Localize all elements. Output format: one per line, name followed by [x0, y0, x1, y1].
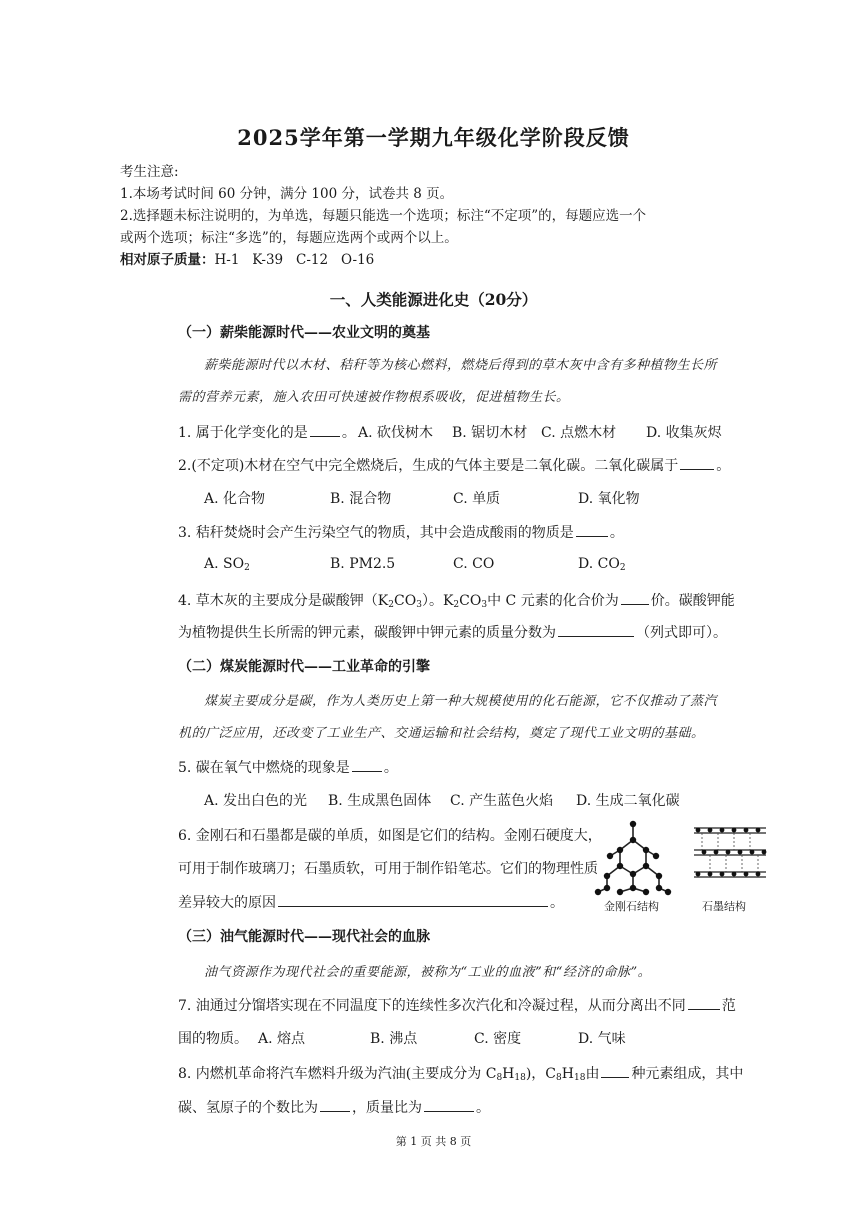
page-footer: 第 1 页 共 8 页	[395, 1135, 472, 1148]
q7-option-c[interactable]: C. 密度	[474, 1031, 522, 1047]
q1-answer-blank[interactable]	[310, 423, 340, 437]
part-2-intro-2: 机的广泛应用，还改变了工业生产、交通运输和社会结构，奠定了现代工业文明的基础。	[178, 726, 705, 741]
q6-line-1: 6. 金刚石和石墨都是碳的单质，如图是它们的结构。金刚石硬度大，	[178, 828, 602, 844]
graphite-caption: 石墨结构	[702, 900, 746, 913]
q6-line-2: 可用于制作玻璃刀；石墨质软，可用于制作铅笔芯。它们的物理性质	[178, 861, 598, 877]
notes-line-2b: 或两个选项；标注“多选”的，每题应选两个或两个以上。	[120, 230, 458, 246]
q3-option-a[interactable]: A. $SO_2$	[204, 556, 250, 573]
section-1-title: 一、人类能源进化史（20分）	[329, 290, 538, 309]
question-7-line-1: 7. 油通过分馏塔实现在不同温度下的连续性多次汽化和冷凝过程，从而分离出不同 范	[178, 998, 736, 1014]
q5-option-b[interactable]: B. 生成黑色固体	[328, 793, 432, 809]
q4-valence-blank[interactable]	[621, 591, 649, 605]
question-1	[178, 422, 356, 442]
q2-answer-blank[interactable]	[680, 456, 714, 470]
question-8-line-1: 8. 内燃机革命将汽车燃料升级为汽油(主要成分为 $C_8H_{18}$)，$C_8H_{18}$由 种元素组成，其中	[178, 1066, 744, 1083]
q3-end: 。	[609, 525, 624, 541]
question-2	[178, 455, 730, 475]
question-5	[178, 757, 398, 777]
atomic-mass-line	[120, 248, 374, 268]
q5-option-a[interactable]: A. 发出白色的光	[204, 793, 308, 809]
diamond-structure-figure	[592, 818, 674, 896]
q8-mass-ratio-blank[interactable]	[424, 1098, 474, 1112]
q7-option-d[interactable]: D. 气味	[578, 1031, 626, 1047]
part-3-intro-1: 油气资源作为现代社会的重要能源，被称为“工业的血液”和“经济的命脉”。	[204, 965, 652, 980]
part-1-intro-1: 薪柴能源时代以木材、秸秆等为核心燃料，燃烧后得到的草木灰中含有多种植物生长所	[204, 358, 718, 373]
atomic-mass-values: H-1 K-39 C-12 O-16	[214, 252, 375, 268]
q3-answer-blank[interactable]	[576, 523, 608, 537]
question-3	[178, 522, 624, 542]
q3-stem: 3. 秸秆焚烧时会产生污染空气的物质，其中会造成酸雨的物质是	[178, 525, 574, 541]
q3-option-d[interactable]: D. $CO_2$	[578, 556, 626, 573]
q7-answer-blank[interactable]	[688, 996, 720, 1010]
q3-option-b[interactable]: B. PM2.5	[330, 556, 396, 572]
q1-option-d[interactable]: D. 收集灰烬	[646, 425, 722, 441]
q7-option-b[interactable]: B. 沸点	[370, 1031, 418, 1047]
part-1-title: （一）薪柴能源时代——农业文明的奠基	[178, 325, 430, 341]
q8-element-count-blank[interactable]	[601, 1064, 629, 1078]
part-1-intro-2: 需的营养元素，施入农田可快速被作物根系吸收，促进植物生长。	[178, 390, 570, 405]
q2-option-c[interactable]: C. 单质	[453, 491, 501, 507]
q2-option-b[interactable]: B. 混合物	[330, 491, 392, 507]
q1-end: 。	[341, 425, 356, 441]
q1-option-a[interactable]: A. 砍伐树木	[358, 425, 434, 441]
q3-option-c[interactable]: C. CO	[453, 556, 495, 572]
notes-line-1: 1.本场考试时间 60 分钟，满分 100 分，试卷共 8 页。	[120, 186, 454, 202]
notes-header: 考生注意:	[120, 164, 179, 180]
q7-option-a[interactable]: A. 熔点	[258, 1031, 306, 1047]
question-8-line-2: 碳、氢原子的个数比为 ，质量比为 。	[178, 1100, 490, 1116]
question-4-line-2: 为植物提供生长所需的钾元素，碳酸钾中钾元素的质量分数为 （列式即可）。	[178, 625, 727, 641]
q5-end: 。	[383, 760, 398, 776]
q1-stem: 1. 属于化学变化的是	[178, 425, 308, 441]
notes-line-2a: 2.选择题未标注说明的，为单选，每题只能选一个选项；标注“不定项”的，每题应选一个	[120, 208, 647, 224]
q1-option-b[interactable]: B. 锯切木材	[452, 425, 528, 441]
q2-option-d[interactable]: D. 氧化物	[578, 491, 640, 507]
q5-stem: 5. 碳在氧气中燃烧的现象是	[178, 760, 350, 776]
part-3-title: （三）油气能源时代——现代社会的血脉	[178, 929, 430, 945]
q5-option-c[interactable]: C. 产生蓝色火焰	[450, 793, 554, 809]
q8-atom-ratio-blank[interactable]	[320, 1098, 350, 1112]
q7-line-2: 围的物质。	[178, 1031, 248, 1047]
diamond-caption: 金刚石结构	[604, 900, 659, 913]
q4-mass-fraction-blank[interactable]	[558, 623, 634, 637]
part-2-title: （二）煤炭能源时代——工业革命的引擎	[178, 659, 430, 675]
q5-option-d[interactable]: D. 生成二氧化碳	[576, 793, 680, 809]
question-4-line-1: 4. 草木灰的主要成分是碳酸钾$(K_2CO_3)$。$K_2CO_3$中 C 元素的化合价为 价。碳酸钾能	[178, 593, 735, 610]
q2-stem: 2.(不定项)木材在空气中完全燃烧后，生成的气体主要是二氧化碳。二氧化碳属于	[178, 458, 679, 474]
part-2-intro-1: 煤炭主要成分是碳，作为人类历史上第一种大规模使用的化石能源，它不仅推动了蒸汽	[204, 694, 718, 709]
q2-end: 。	[716, 458, 731, 474]
q2-option-a[interactable]: A. 化合物	[204, 491, 266, 507]
q6-answer-blank[interactable]	[278, 893, 548, 907]
q6-line-3: 差异较大的原因 。	[178, 895, 564, 911]
atomic-mass-label: 相对原子质量：	[120, 252, 215, 268]
exam-title: 2025学年第一学期九年级化学阶段反馈	[237, 125, 630, 150]
graphite-structure-figure	[690, 822, 770, 892]
q1-option-c[interactable]: C. 点燃木材	[541, 425, 617, 441]
q5-answer-blank[interactable]	[352, 758, 382, 772]
